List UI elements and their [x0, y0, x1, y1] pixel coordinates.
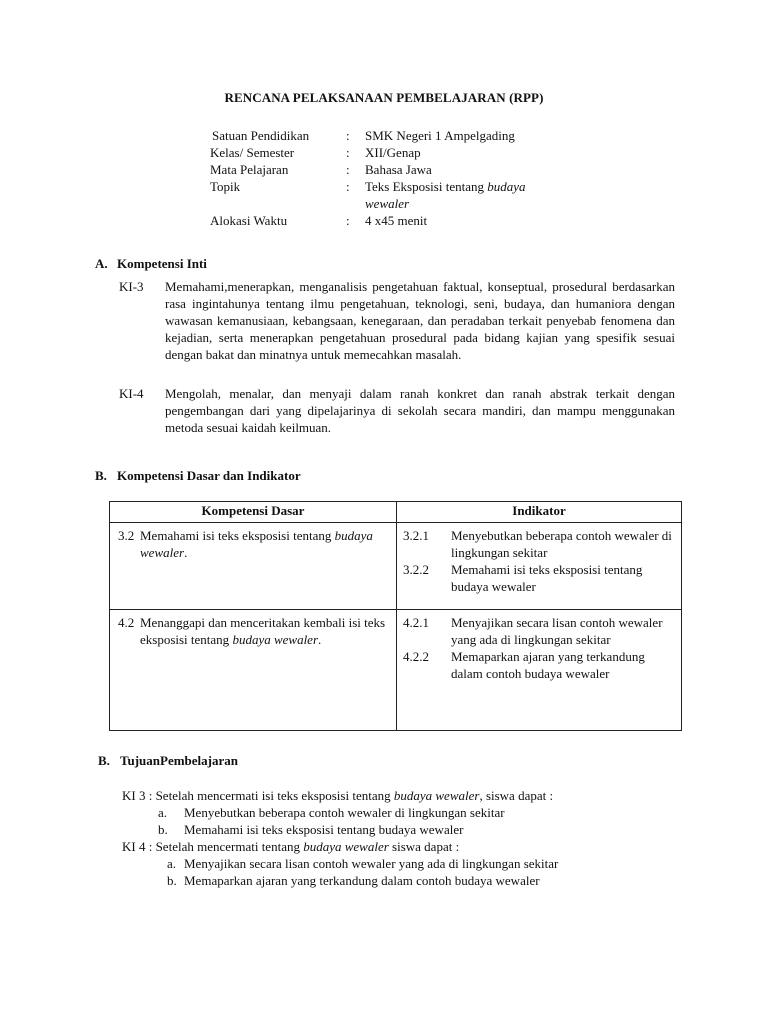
tujuan-intro-italic: budaya wewaler — [303, 839, 389, 854]
kd-text-main: Menanggapi dan menceritakan kembali isi teks eksposisi tentang — [140, 615, 386, 647]
indicator-number: 3.2.2 — [403, 562, 429, 577]
section-c-heading — [98, 752, 238, 769]
kd-indicator-table — [109, 501, 682, 731]
section-number: B. — [98, 753, 110, 768]
list-text: Memaparkan ajaran yang terkandung dalam contoh budaya wewaler — [184, 873, 540, 888]
identity-value: SMK Negeri 1 Ampelgading — [365, 128, 515, 143]
tujuan-intro-text: KI 4 : Setelah mencermati tentang — [122, 839, 304, 854]
ki-3-block — [119, 278, 675, 363]
identity-label: Satuan Pendidikan — [212, 128, 310, 143]
kd-cell — [110, 523, 397, 610]
kd-text-suffix: . — [184, 545, 188, 560]
identity-row — [210, 212, 565, 229]
indicator-number: 3.2.1 — [403, 528, 429, 543]
topic-text: Teks Eksposisi tentang — [365, 179, 488, 194]
tujuan-intro-text: KI 3 : Setelah mencermati isi teks eksposisi tentang — [122, 788, 394, 803]
tujuan-intro-italic: budaya wewaler — [393, 788, 480, 803]
kd-item — [118, 527, 392, 561]
identity-label: Kelas/ Semester — [210, 145, 295, 160]
indicator-item — [403, 648, 677, 682]
identity-row — [210, 127, 565, 144]
list-text: Memahami isi teks eksposisi tentang budaya wewaler — [184, 822, 464, 837]
identity-row — [210, 161, 565, 178]
section-title: Kompetensi Inti — [117, 256, 207, 271]
table-row — [110, 610, 682, 731]
tujuan-list — [122, 787, 722, 889]
list-item — [122, 855, 722, 872]
tujuan-intro-suffix: , siswa dapat : — [479, 788, 554, 803]
kd-cell — [110, 610, 397, 731]
kd-text-main: Memahami isi teks eksposisi tentang — [140, 528, 332, 543]
ki-code: KI-4 — [119, 386, 144, 401]
indicator-text: Memaparkan ajaran yang terkandung dalam contoh budaya wewaler — [451, 649, 645, 681]
identity-value: XII/Genap — [365, 145, 421, 160]
ki-text: Mengolah, menalar, dan menyaji dalam ranah konkret dan ranah abstrak terkait dengan pengembangan dari yang dipelajarinya di sekolah secara mandiri, dan mampu menggunakan metoda sesuai kaidah keilmuan. — [165, 386, 675, 435]
kd-text-italic: budaya wewaler — [232, 632, 319, 647]
list-letter: b. — [158, 822, 168, 837]
section-b-heading — [95, 467, 301, 484]
table-header: Indikator — [397, 502, 682, 523]
indicator-text: Menyajikan secara lisan contoh wewaler yang ada di lingkungan sekitar — [451, 615, 663, 647]
tujuan-intro — [122, 838, 722, 855]
list-item — [122, 804, 722, 821]
indicator-item — [403, 527, 677, 561]
identity-colon: : — [346, 162, 350, 177]
identity-colon: : — [346, 213, 350, 228]
indicator-text: Menyebutkan beberapa contoh wewaler di lingkungan sekitar — [451, 528, 672, 560]
section-number: B. — [95, 468, 107, 483]
indicator-item — [403, 561, 677, 595]
section-title: Kompetensi Dasar dan Indikator — [117, 468, 301, 483]
identity-colon: : — [346, 145, 350, 160]
section-title: TujuanPembelajaran — [120, 753, 238, 768]
indicator-cell — [397, 610, 682, 731]
list-item — [122, 821, 722, 838]
list-text: Menyajikan secara lisan contoh wewaler yang ada di lingkungan sekitar — [184, 856, 559, 871]
tujuan-intro-suffix: siswa dapat : — [388, 839, 460, 854]
identity-label: Alokasi Waktu — [210, 213, 288, 228]
identity-row — [210, 144, 565, 161]
identity-value: Bahasa Jawa — [365, 162, 432, 177]
list-item — [122, 872, 722, 889]
identity-row — [210, 178, 565, 212]
topic-italic: budaya wewaler — [365, 179, 526, 211]
identity-value — [365, 178, 565, 212]
table-row — [110, 523, 682, 610]
list-letter: a. — [158, 805, 168, 820]
document-title: RENCANA PELAKSANAAN PEMBELAJARAN (RPP) — [224, 90, 544, 105]
kd-number: 4.2 — [118, 615, 135, 630]
identity-label: Topik — [210, 179, 241, 194]
list-letter: b. — [167, 873, 177, 888]
indicator-number: 4.2.1 — [403, 615, 429, 630]
kd-number: 3.2 — [118, 528, 135, 543]
section-a-heading — [95, 255, 207, 272]
tujuan-intro — [122, 787, 722, 804]
indicator-item — [403, 614, 677, 648]
section-number: A. — [95, 256, 108, 271]
indicator-text: Memahami isi teks eksposisi tentang budaya wewaler — [451, 562, 643, 594]
ki-code: KI-3 — [119, 279, 144, 294]
identity-table — [210, 127, 565, 229]
ki-4-block — [119, 385, 675, 436]
kd-text-italic: budaya wewaler — [140, 528, 373, 560]
identity-value: 4 x45 menit — [365, 213, 428, 228]
kd-text — [140, 527, 392, 561]
table-header-row — [110, 502, 682, 523]
indicator-cell — [397, 523, 682, 610]
indicator-number: 4.2.2 — [403, 649, 429, 664]
identity-colon: : — [346, 128, 350, 143]
list-letter: a. — [167, 856, 177, 871]
identity-label: Mata Pelajaran — [210, 162, 289, 177]
ki-text: Memahami,menerapkan, menganalisis pengetahuan faktual, konseptual, prosedural berdasarkan rasa ingintahunya tentang ilmu pengetahuan, teknologi, seni, budaya, dan humaniora dengan wawasan kemanusiaan, kebangsaan, kenegaraan, dan peradaban terkait penyebab fenomena dan kejadian, serta menerapkan pengetahuan prosedural pada bidang kajian yang spesifik sesuai dengan bakat dan minatnya untuk memecahkan masalah. — [165, 279, 675, 362]
kd-item — [118, 614, 392, 648]
kd-text — [140, 614, 392, 648]
table-header: Kompetensi Dasar — [110, 502, 397, 523]
identity-colon: : — [346, 179, 350, 194]
list-text: Menyebutkan beberapa contoh wewaler di lingkungan sekitar — [184, 805, 505, 820]
kd-text-suffix: . — [318, 632, 322, 647]
